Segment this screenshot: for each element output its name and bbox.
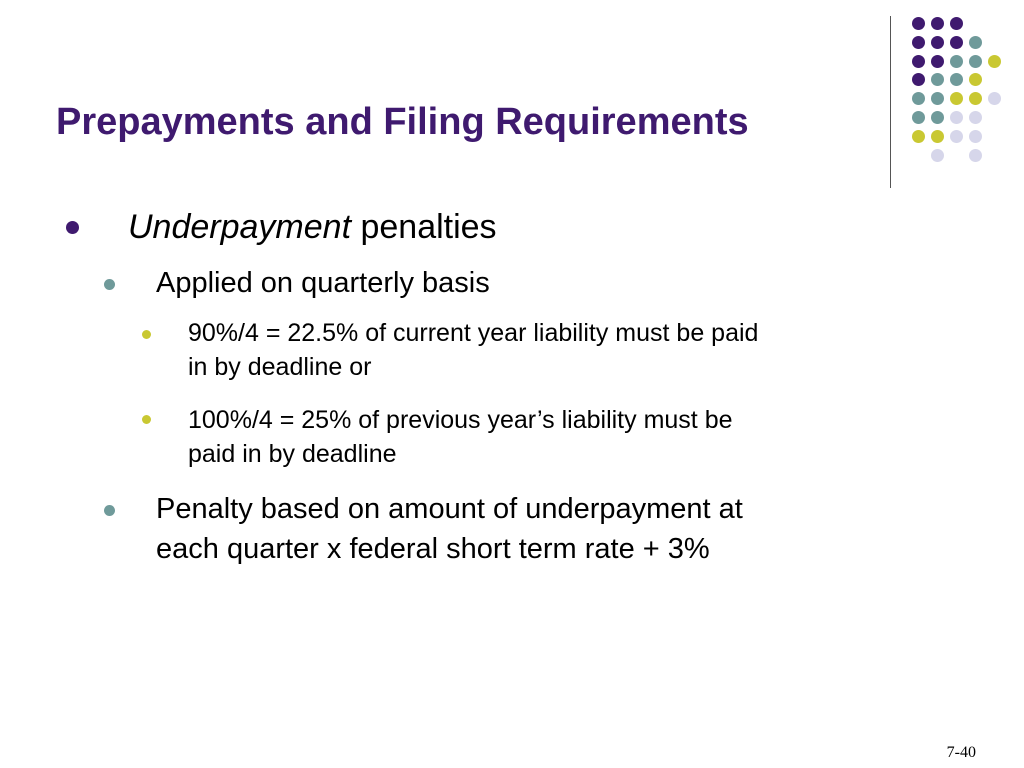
decorative-dot <box>931 73 944 86</box>
decorative-dot <box>912 17 925 30</box>
decorative-dot <box>950 92 963 105</box>
bullet-underpayment-penalties <box>128 205 497 249</box>
bullet-applied-quarterly: Applied on quarterly basis <box>156 267 490 299</box>
decorative-dot <box>950 17 963 30</box>
decorative-dot <box>969 111 982 124</box>
decorative-dot <box>931 92 944 105</box>
bullet-penalty-basis <box>156 489 743 569</box>
decorative-dot <box>912 111 925 124</box>
bullet-line: each quarter x federal short term rate + 3% <box>156 533 710 565</box>
decorative-dot <box>969 73 982 86</box>
bullet-line: 90%/4 = 22.5% of current year liability must be paid <box>188 319 759 347</box>
decorative-dot <box>969 36 982 49</box>
bullet-line: in by deadline or <box>188 353 372 381</box>
decorative-dot <box>988 55 1001 68</box>
decorative-dot <box>931 55 944 68</box>
bullet-line: paid in by deadline <box>188 440 397 468</box>
slide-title: Prepayments and Filing Requirements <box>56 101 749 143</box>
bullet-text: penalties <box>351 208 497 246</box>
decorative-dot <box>950 55 963 68</box>
decorative-dot <box>950 36 963 49</box>
bullet-marker-level3 <box>142 415 151 424</box>
decorative-dot <box>912 36 925 49</box>
decorative-dot <box>912 130 925 143</box>
decorative-dot <box>931 111 944 124</box>
bullet-emphasis: Underpayment <box>128 208 352 246</box>
bullet-marker-level2 <box>104 505 115 516</box>
decorative-dot <box>969 149 982 162</box>
decorative-dot <box>950 130 963 143</box>
decorative-dot <box>931 17 944 30</box>
decorative-dot <box>912 55 925 68</box>
bullet-line: Penalty based on amount of underpayment at <box>156 493 743 525</box>
bullet-marker-level1 <box>66 221 79 234</box>
slide-number: 7-40 <box>946 744 976 761</box>
bullet-marker-level2 <box>104 279 115 290</box>
decorative-dot <box>969 92 982 105</box>
bullet-line: 100%/4 = 25% of previous year’s liability must be <box>188 406 733 434</box>
decorative-dot <box>969 130 982 143</box>
decorative-dot <box>969 55 982 68</box>
decorative-dot <box>950 73 963 86</box>
decorative-dot <box>912 73 925 86</box>
bullet-current-year-rule <box>188 316 758 384</box>
title-divider-line <box>890 16 891 188</box>
decorative-dot <box>988 92 1001 105</box>
decorative-dot <box>950 111 963 124</box>
bullet-marker-level3 <box>142 330 151 339</box>
decorative-dot <box>931 149 944 162</box>
decorative-dot <box>931 36 944 49</box>
bullet-previous-year-rule <box>188 403 733 471</box>
decorative-dot <box>931 130 944 143</box>
decorative-dot <box>912 92 925 105</box>
